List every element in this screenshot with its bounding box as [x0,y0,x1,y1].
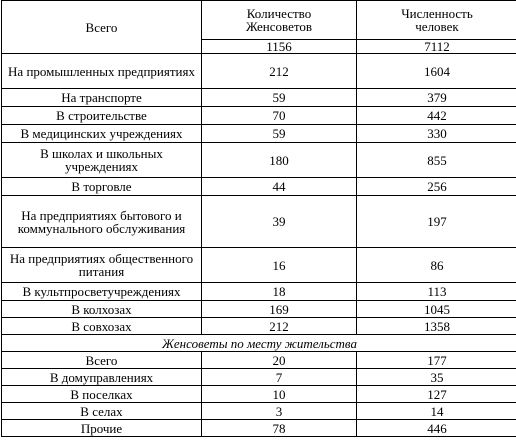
row-label: В медицинских учреждениях [2,125,202,143]
row-label: В торговле [2,178,202,196]
row-count: 18 [202,283,357,301]
row-people: 379 [357,89,516,107]
row-people: 256 [357,178,516,196]
table-row [2,386,516,403]
row-count: 212 [202,318,357,335]
section-header-row [2,335,516,352]
row-people: 177 [357,352,516,369]
row-count: 16 [202,248,357,283]
table-row [2,248,516,283]
table-row [2,143,516,178]
table-header-row [2,1,516,40]
row-count: 10 [202,386,357,403]
table-row [2,420,516,437]
row-label: На промышленных предприятиях [2,54,202,89]
header-total-label: Всего [2,1,202,54]
table-row [2,301,516,318]
row-label: В поселках [2,386,202,403]
table-row [2,403,516,420]
row-people: 14 [357,403,516,420]
row-label: На предприятиях бытового и коммунального обслуживания [2,196,202,248]
row-label: На транспорте [2,89,202,107]
row-people: 855 [357,143,516,178]
row-people: 442 [357,107,516,125]
row-people: 86 [357,248,516,283]
row-label: В совхозах [2,318,202,335]
row-label: В строительстве [2,107,202,125]
row-people: 127 [357,386,516,403]
row-people: 1358 [357,318,516,335]
row-label: В колхозах [2,301,202,318]
row-count: 78 [202,420,357,437]
header-count: Количество Женсоветов [202,1,357,40]
table-row [2,352,516,369]
row-count: 20 [202,352,357,369]
row-count: 169 [202,301,357,318]
row-people: 446 [357,420,516,437]
row-count: 3 [202,403,357,420]
table-row [2,107,516,125]
table-row [2,283,516,301]
table-row [2,369,516,386]
row-people: 113 [357,283,516,301]
totals-people: 7112 [357,40,516,54]
row-count: 7 [202,369,357,386]
statistics-table [1,0,516,437]
row-people: 1045 [357,301,516,318]
row-count: 44 [202,178,357,196]
row-label: В культпросветучреждениях [2,283,202,301]
table-row [2,54,516,89]
row-label: В домуправлениях [2,369,202,386]
row-count: 59 [202,89,357,107]
row-people: 330 [357,125,516,143]
table-row [2,178,516,196]
header-people: Численность человек [357,1,516,40]
row-label: На предприятиях общественного питания [2,248,202,283]
section-residence-title: Женсоветы по месту жительства [2,335,516,352]
row-label: В школах и школьных учреждениях [2,143,202,178]
row-people: 35 [357,369,516,386]
table-row [2,125,516,143]
row-label: Прочие [2,420,202,437]
table-row [2,318,516,335]
row-count: 180 [202,143,357,178]
row-label: Всего [2,352,202,369]
totals-count: 1156 [202,40,357,54]
row-count: 59 [202,125,357,143]
row-count: 212 [202,54,357,89]
row-label: В селах [2,403,202,420]
table-row [2,196,516,248]
row-people: 1604 [357,54,516,89]
row-count: 70 [202,107,357,125]
row-people: 197 [357,196,516,248]
row-count: 39 [202,196,357,248]
table-row [2,89,516,107]
